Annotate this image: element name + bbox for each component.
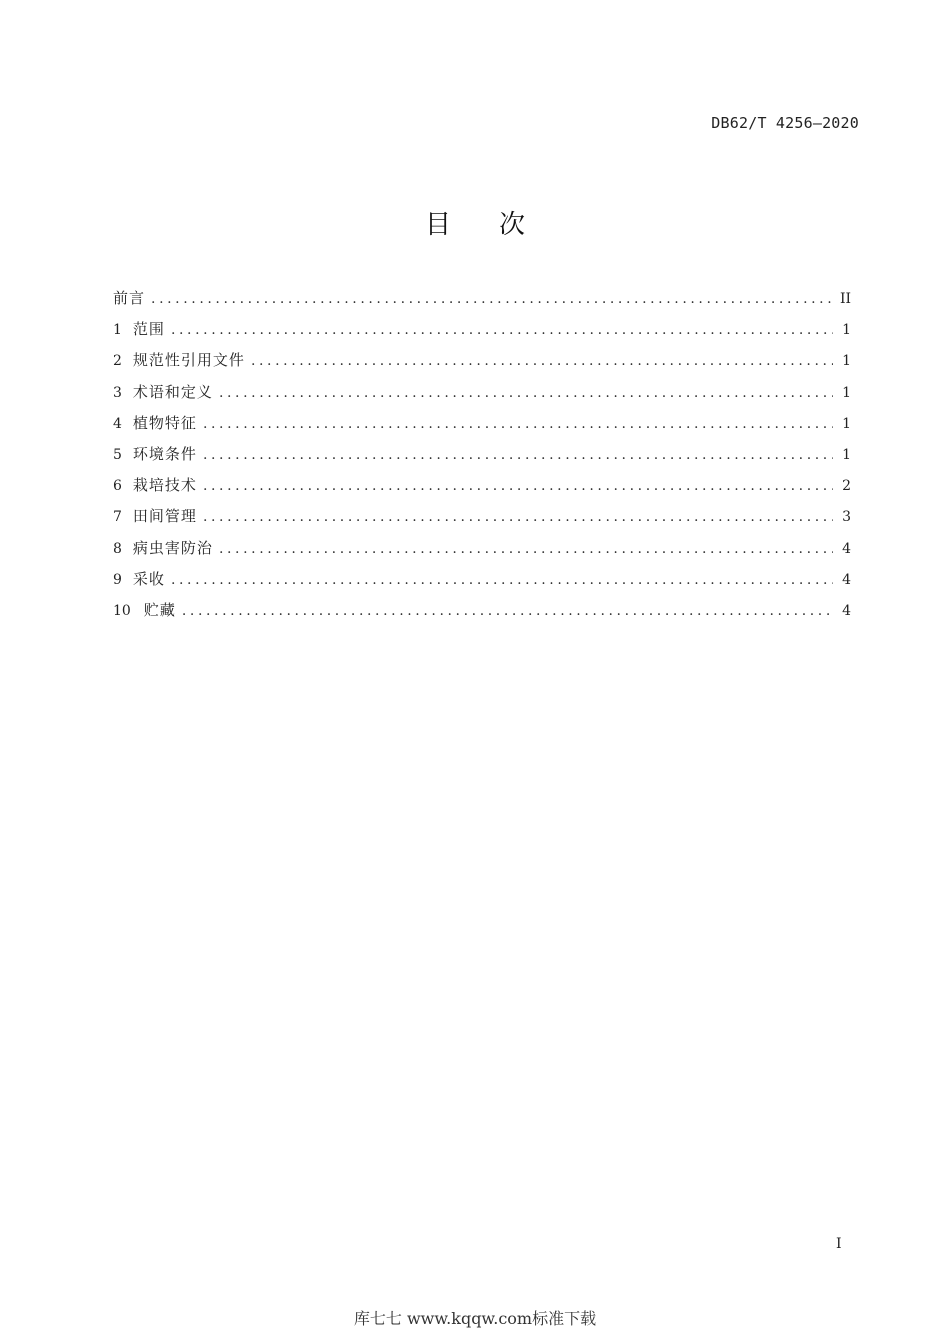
toc-entry-label: 贮藏	[143, 600, 176, 619]
toc-entry-environment[interactable]	[113, 441, 851, 472]
toc-entry-label: 前言	[113, 289, 146, 307]
toc-leader-dots	[151, 286, 832, 312]
toc-entry-number: 3	[113, 384, 122, 401]
toc-entry-page: 4	[842, 540, 851, 557]
toc-entry-number: 10	[113, 602, 131, 619]
toc-entry-page: 3	[842, 509, 851, 526]
footer-watermark: 库七七 www.kqqw.com标准下载	[353, 1309, 597, 1328]
toc-entry-page: 1	[842, 353, 851, 370]
toc-entry-label: 采收	[132, 569, 165, 588]
toc-leader-dots	[219, 536, 833, 562]
toc-leader-dots	[219, 380, 833, 406]
toc-entry-label: 病虫害防治	[132, 538, 213, 557]
toc-entry-cultivation[interactable]	[113, 472, 851, 503]
table-of-contents	[113, 285, 851, 628]
toc-entry-label: 术语和定义	[132, 382, 213, 401]
toc-entry-label: 栽培技术	[132, 476, 197, 495]
toc-entry-page: 2	[842, 478, 851, 495]
toc-entry-label: 环境条件	[132, 444, 197, 463]
page-title: 目次	[424, 210, 573, 240]
toc-entry-number: 8	[113, 540, 122, 557]
toc-entry-page: 1	[842, 446, 851, 463]
toc-entry-number: 7	[113, 509, 122, 526]
toc-entry-label: 范围	[132, 320, 165, 339]
toc-leader-dots	[251, 348, 833, 374]
toc-entry-foreword[interactable]	[113, 285, 851, 316]
toc-entry-plant-characteristics[interactable]	[113, 410, 851, 441]
toc-leader-dots	[171, 317, 833, 343]
toc-leader-dots	[182, 598, 833, 624]
toc-entry-label: 规范性引用文件	[132, 351, 245, 370]
toc-entry-page: 4	[842, 602, 851, 619]
toc-leader-dots	[171, 567, 833, 593]
toc-entry-page: 1	[842, 322, 851, 339]
toc-entry-number: 6	[113, 478, 122, 495]
toc-entry-number: 5	[113, 446, 122, 463]
toc-entry-page: 1	[842, 415, 851, 432]
toc-leader-dots	[203, 411, 833, 437]
toc-entry-terms-definitions[interactable]	[113, 379, 851, 410]
toc-entry-number: 9	[113, 571, 122, 588]
page-number: I	[836, 1236, 842, 1252]
toc-entry-label: 田间管理	[132, 507, 197, 526]
toc-entry-number: 4	[113, 415, 122, 432]
toc-entry-pest-control[interactable]	[113, 535, 851, 566]
toc-entry-label: 植物特征	[132, 413, 197, 432]
toc-entry-field-management[interactable]	[113, 503, 851, 534]
toc-leader-dots	[203, 442, 833, 468]
toc-entry-normative-references[interactable]	[113, 347, 851, 378]
toc-entry-page: 4	[842, 571, 851, 588]
toc-entry-storage[interactable]	[113, 597, 851, 628]
toc-entry-number: 1	[113, 322, 122, 339]
toc-entry-number: 2	[113, 353, 122, 370]
toc-entry-harvest[interactable]	[113, 566, 851, 597]
toc-entry-page: II	[839, 291, 851, 307]
toc-leader-dots	[203, 504, 833, 530]
toc-leader-dots	[203, 473, 833, 499]
toc-entry-scope[interactable]	[113, 316, 851, 347]
standard-code: DB62/T 4256—2020	[711, 114, 859, 132]
toc-entry-page: 1	[842, 384, 851, 401]
